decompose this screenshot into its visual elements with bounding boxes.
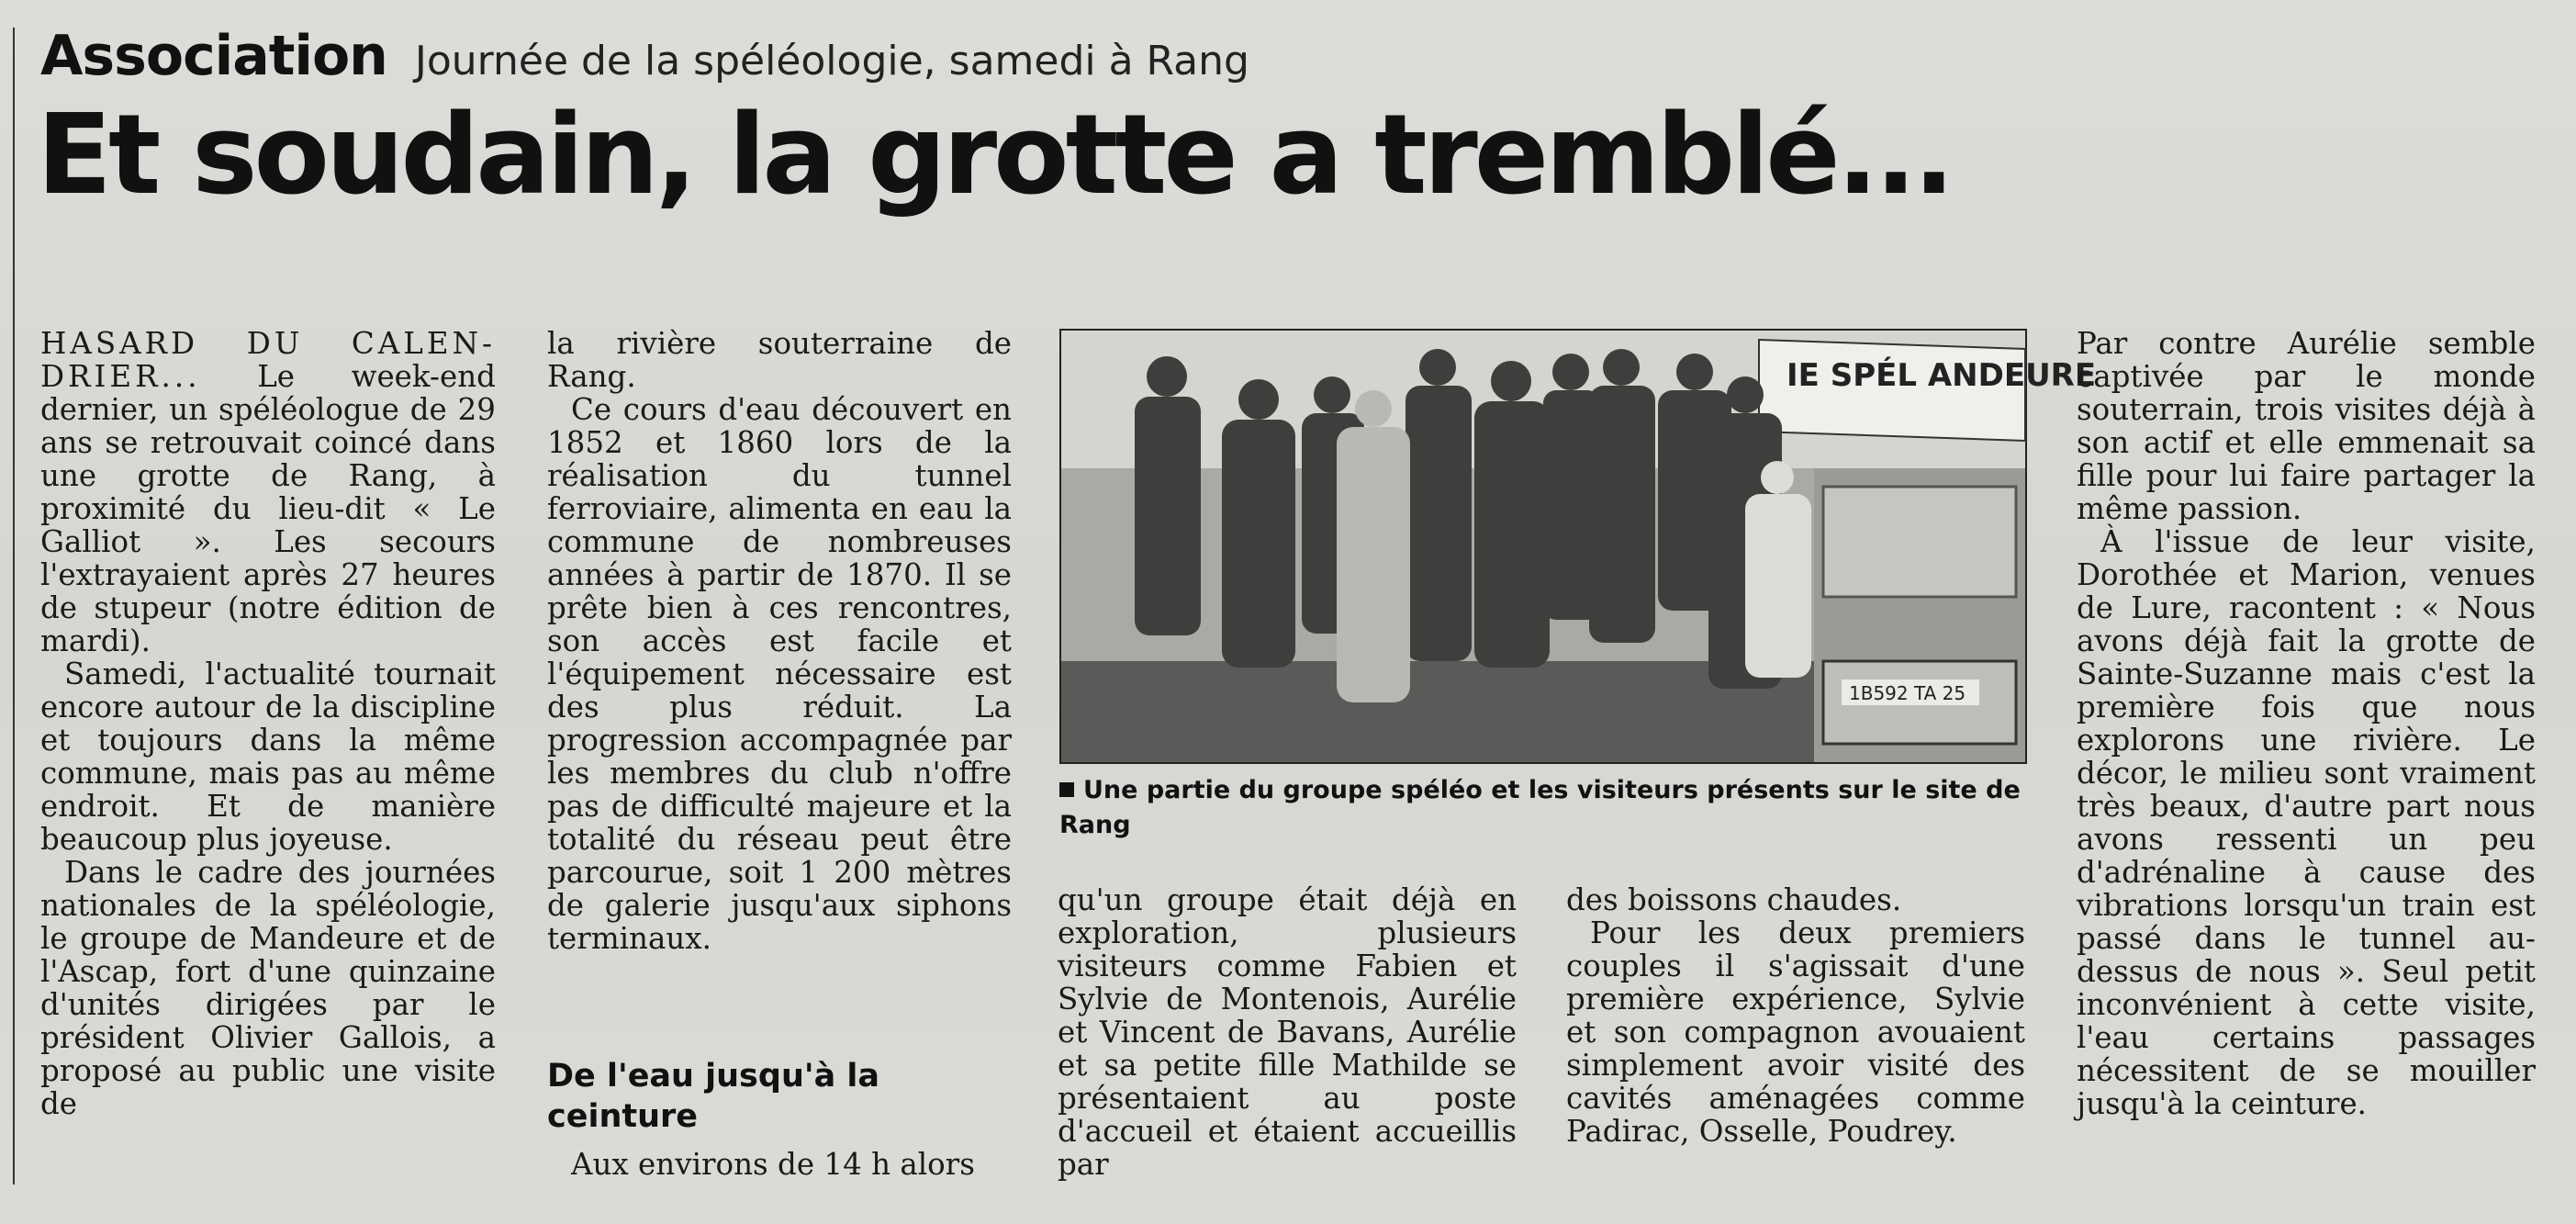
paragraph: Aux environs de 14 h alors — [571, 1147, 975, 1182]
article-column-3 — [1058, 883, 1517, 1181]
caption-bullet-icon — [1059, 782, 1074, 797]
paragraph: À l'issue de leur visite, Dorothée et Marion, venues de Lure, racontent : « Nous avons déjà fait la grotte de Sainte-Suzanne mais c'est la première fois que nous explorons une rivière. Le décor, le milieu sont vraiment très beaux, d'autre part nous avons ressenti un peu d'adrénaline à cause des vibrations lorsqu'un train est passé dans le tunnel au-dessus de nous ». Seul petit inconvénient à cette visite, l'eau certains passages nécessitent de se mouiller jusqu'à la ceinture. — [2077, 524, 2536, 1121]
paragraph: Dans le cadre des journées nationales de la spéléologie, le groupe de Mandeure et de l'Ascap, fort d'une quinzaine d'unités dirigées par le président Olivier Gallois, a proposé au public une visite de — [40, 855, 496, 1121]
kicker-text: Journée de la spéléologie, samedi à Rang — [414, 38, 1249, 84]
caption-text: Une partie du groupe spéléo et les visiteurs présents sur le site de Rang — [1059, 776, 2021, 839]
article-column-5 — [2077, 327, 2536, 1120]
paragraph: Par contre Aurélie semble captivée par le monde souterrain, trois visites déjà à son actif et elle emmenait sa fille pour lui faire partager la même passion. — [2077, 326, 2536, 526]
paragraph: qu'un groupe était déjà en exploration, plusieurs visiteurs comme Fabien et Sylvie de Montenois, Aurélie et Vincent de Bavans, Aurélie et sa petite fille Mathilde se présentaient au poste d'accueil et étaient accueillis par — [1058, 882, 1517, 1182]
column-rule — [13, 28, 15, 1185]
article-headline: Et soudain, la grotte a tremblé... — [37, 92, 1952, 219]
group-photo-illustration — [1061, 331, 2097, 762]
article-subhead: De l'eau jusqu'à la ceinture — [547, 1058, 879, 1135]
group-photo — [1059, 329, 2097, 764]
paragraph: des boissons chaudes. — [1566, 882, 1902, 917]
article-kicker — [40, 24, 1249, 88]
paragraph: Samedi, l'actualité tournait encore autour de la discipline et toujours dans la même commune, mais pas au même endroit. Et de manière beaucoup plus joyeuse. — [40, 657, 496, 857]
photo-caption — [1059, 773, 2033, 843]
banner-text: IE SPÉL ANDEURE — [1786, 357, 2097, 394]
paragraph: Pour les deux premiers couples il s'agissait d'une première expérience, Sylvie et son compagnon avouaient simplement avoir visité des cavités aménagées comme Padirac, Osselle, Poudrey. — [1566, 915, 2025, 1149]
paragraph: la rivière souterraine de Rang. — [547, 326, 1012, 394]
plate-text: 1B592 TA 25 — [1849, 682, 1966, 704]
article-column-4 — [1566, 883, 2025, 1148]
paragraph-text: Le week-end dernier, un spéléologue de 29 ans se retrouvait coincé dans une grotte de Rang, à proximité du lieu-dit « Le Galliot ». Les secours l'extrayaient après 27 heures de stupeur (notre édition de mardi). — [40, 359, 496, 658]
rubric-label: Association — [40, 24, 387, 88]
article-column-2-tail — [547, 1148, 1012, 1181]
lead-in-caps: HASARD DU CALEN-DRIER... — [40, 326, 496, 394]
article-column-1 — [40, 327, 496, 1120]
paragraph — [40, 327, 496, 657]
paragraph: Ce cours d'eau découvert en 1852 et 1860 lors de la réalisation du tunnel ferroviaire, alimenta en eau la commune de nombreuses années à partir de 1870. Il se prête bien à ces rencontres, son accès est facile et l'équipement nécessaire est des plus réduit. La progression accompagnée par les membres du club n'offre pas de difficulté majeure et la totalité du réseau peut être parcourue, soit 1 200 mètres de galerie jusqu'aux siphons terminaux. — [547, 392, 1012, 956]
article-column-2 — [547, 327, 1012, 955]
